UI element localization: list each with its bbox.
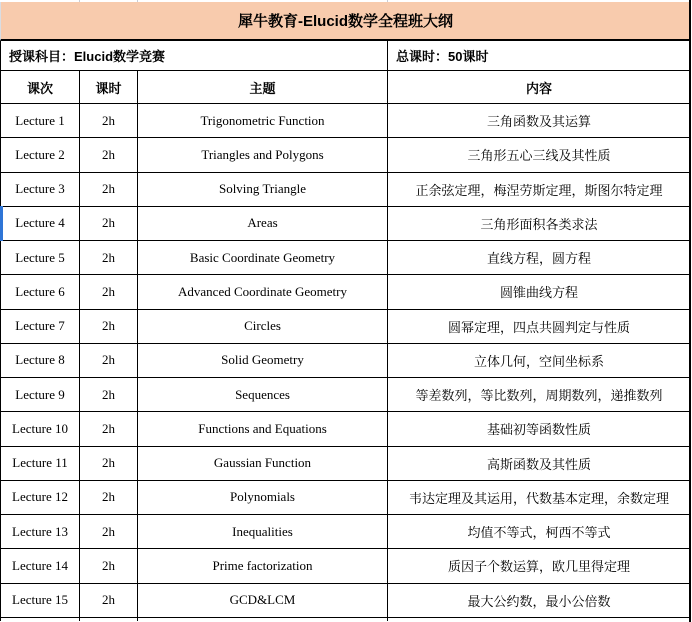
page-title[interactable]: 犀牛教育-Elucid数学全程班大纲: [0, 2, 690, 41]
partial-next-row: [0, 618, 690, 621]
topic-cell[interactable]: Advanced Coordinate Geometry: [138, 275, 388, 308]
gridline-tick: [79, 0, 80, 2]
gridline-tick: [137, 0, 138, 2]
total-hours-cell[interactable]: 总课时：50课时: [396, 49, 489, 64]
content-cell[interactable]: 直线方程，圆方程: [486, 251, 591, 267]
content-cell[interactable]: 三角形面积各类求法: [480, 216, 598, 232]
meta-row: [0, 41, 690, 71]
table-row: [0, 344, 690, 378]
hours-cell[interactable]: 2h: [80, 584, 138, 617]
topic-cell[interactable]: Trigonometric Function: [138, 104, 388, 137]
lecture-number-cell[interactable]: Lecture 15: [1, 584, 80, 617]
lecture-number-cell[interactable]: Lecture 3: [1, 173, 80, 206]
gridline-tick: [387, 0, 388, 2]
topic-cell[interactable]: Basic Coordinate Geometry: [138, 241, 388, 274]
topic-cell[interactable]: GCD&LCM: [138, 584, 388, 617]
hours-cell[interactable]: 2h: [80, 275, 138, 308]
hours-cell[interactable]: 2h: [80, 207, 138, 240]
table-row: [0, 412, 690, 446]
hours-cell[interactable]: 2h: [80, 481, 138, 514]
lecture-number-cell[interactable]: Lecture 14: [1, 549, 80, 582]
table-row: [0, 447, 690, 481]
topic-cell[interactable]: Functions and Equations: [138, 412, 388, 445]
table-row: [0, 138, 690, 172]
hours-cell[interactable]: 2h: [80, 104, 138, 137]
lecture-number-cell[interactable]: Lecture 2: [1, 138, 80, 171]
content-cell[interactable]: 三角函数及其运算: [486, 114, 591, 130]
content-cell[interactable]: 均值不等式，柯西不等式: [467, 525, 611, 541]
table-body: [0, 104, 692, 618]
topic-cell[interactable]: Areas: [138, 207, 388, 240]
header-lecture-number[interactable]: 课次: [1, 71, 80, 103]
lecture-number-cell[interactable]: Lecture 5: [1, 241, 80, 274]
hours-cell[interactable]: 2h: [80, 549, 138, 582]
table-row: [0, 549, 690, 583]
subject-cell[interactable]: 授课科目：Elucid数学竞赛: [1, 41, 388, 70]
lecture-number-cell[interactable]: Lecture 1: [1, 104, 80, 137]
topic-cell[interactable]: Polynomials: [138, 481, 388, 514]
topic-cell[interactable]: Prime factorization: [138, 549, 388, 582]
lecture-number-cell[interactable]: Lecture 10: [1, 412, 80, 445]
hours-cell[interactable]: 2h: [80, 138, 138, 171]
topic-cell[interactable]: Solid Geometry: [138, 344, 388, 377]
content-cell[interactable]: 最大公约数，最小公倍数: [467, 593, 611, 609]
lecture-number-cell[interactable]: Lecture 4: [1, 207, 80, 240]
topic-cell[interactable]: Solving Triangle: [138, 173, 388, 206]
header-hours[interactable]: 课时: [80, 71, 138, 103]
table-row: [0, 104, 690, 138]
content-cell[interactable]: 质因子个数运算，欧几里得定理: [447, 559, 630, 575]
topic-cell[interactable]: Inequalities: [138, 515, 388, 548]
lecture-number-cell[interactable]: Lecture 6: [1, 275, 80, 308]
content-cell[interactable]: 正余弦定理，梅涅劳斯定理，斯图尔特定理: [415, 182, 663, 198]
content-cell[interactable]: 立体几何，空间坐标系: [473, 353, 604, 369]
content-cell[interactable]: 基础初等函数性质: [486, 422, 591, 438]
hours-cell[interactable]: 2h: [80, 344, 138, 377]
hours-cell[interactable]: 2h: [80, 515, 138, 548]
table-right-border: [689, 0, 691, 622]
hours-cell[interactable]: 2h: [80, 310, 138, 343]
hours-cell[interactable]: 2h: [80, 412, 138, 445]
table-row: [0, 275, 690, 309]
content-cell[interactable]: 等差数列，等比数列，周期数列，递推数列: [415, 388, 663, 404]
gridline-strip: [0, 0, 690, 2]
table-row: [0, 241, 690, 275]
lecture-number-cell[interactable]: Lecture 7: [1, 310, 80, 343]
table-row: [0, 584, 690, 618]
table-row: [0, 207, 690, 241]
table-header-row: [0, 71, 690, 104]
hours-cell[interactable]: 2h: [80, 173, 138, 206]
topic-cell[interactable]: Gaussian Function: [138, 447, 388, 480]
table-row: [0, 378, 690, 412]
lecture-number-cell[interactable]: Lecture 12: [1, 481, 80, 514]
header-topic[interactable]: 主题: [138, 71, 388, 103]
content-cell[interactable]: 高斯函数及其性质: [486, 456, 591, 472]
hours-cell[interactable]: 2h: [80, 378, 138, 411]
content-cell[interactable]: 圆幂定理，四点共圆判定与性质: [447, 319, 630, 335]
topic-cell[interactable]: Circles: [138, 310, 388, 343]
topic-cell[interactable]: Triangles and Polygons: [138, 138, 388, 171]
content-cell[interactable]: 韦达定理及其运用，代数基本定理，余数定理: [408, 490, 669, 506]
topic-cell[interactable]: Sequences: [138, 378, 388, 411]
hours-cell[interactable]: 2h: [80, 241, 138, 274]
lecture-number-cell[interactable]: Lecture 13: [1, 515, 80, 548]
hours-cell[interactable]: 2h: [80, 447, 138, 480]
table-row: [0, 310, 690, 344]
table-row: [0, 481, 690, 515]
lecture-number-cell[interactable]: Lecture 8: [1, 344, 80, 377]
content-cell[interactable]: 圆锥曲线方程: [499, 285, 578, 301]
table-row: [0, 515, 690, 549]
selection-indicator: [0, 206, 3, 241]
lecture-number-cell[interactable]: Lecture 11: [1, 447, 80, 480]
content-cell[interactable]: 三角形五心三线及其性质: [467, 148, 611, 164]
table-row: [0, 173, 690, 207]
header-content[interactable]: 内容: [525, 80, 552, 96]
lecture-number-cell[interactable]: Lecture 9: [1, 378, 80, 411]
